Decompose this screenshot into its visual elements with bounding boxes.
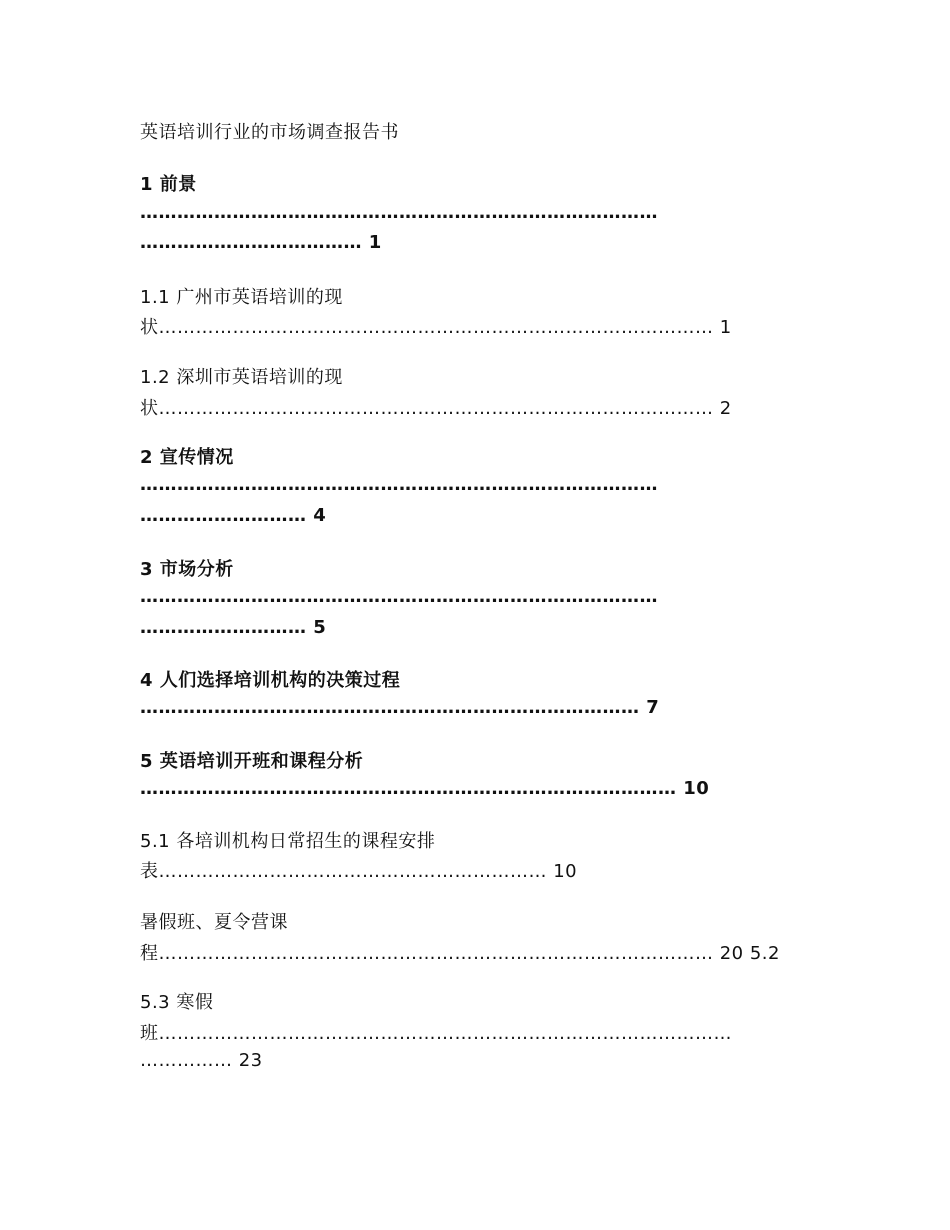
- document-title: 英语培训行业的市场调查报告书: [140, 122, 399, 143]
- toc-entry-5-heading: 5 英语培训开班和课程分析: [140, 751, 364, 772]
- toc-entry-5-page: …………………………………………………………………………… 10: [140, 778, 710, 799]
- toc-entry-4-heading: 4 人们选择培训机构的决策过程: [140, 670, 401, 691]
- toc-entry-5-1-page: 表……………………………………………………… 10: [140, 861, 578, 882]
- toc-entry-4-page: ……………………………………………………………………… 7: [140, 697, 660, 718]
- toc-entry-1-2-page: 状……………………………………………………………………………… 2: [140, 398, 732, 419]
- toc-entry-1-heading: 1 前景: [140, 174, 197, 195]
- toc-entry-5-3-page: …………… 23: [140, 1050, 263, 1071]
- toc-entry-5-2-page: 程……………………………………………………………………………… 20 5.2: [140, 943, 780, 964]
- toc-entry-5-3-heading: 5.3 寒假: [140, 992, 214, 1013]
- toc-entry-1-1-page: 状……………………………………………………………………………… 1: [140, 317, 732, 338]
- toc-entry-2-leader: …………………………………………………………………………: [140, 474, 658, 495]
- toc-entry-3-heading: 3 市场分析: [140, 559, 234, 580]
- toc-entry-3-leader: …………………………………………………………………………: [140, 586, 658, 607]
- toc-entry-1-1-heading: 1.1 广州市英语培训的现: [140, 287, 343, 308]
- toc-entry-1-leader: …………………………………………………………………………: [140, 202, 658, 223]
- toc-entry-2-heading: 2 宣传情况: [140, 447, 234, 468]
- toc-entry-1-2-heading: 1.2 深圳市英语培训的现: [140, 367, 343, 388]
- toc-entry-5-1-heading: 5.1 各培训机构日常招生的课程安排: [140, 831, 436, 852]
- toc-entry-5-3-leader: 班…………………………………………………………………………………: [140, 1023, 732, 1044]
- toc-entry-2-page: ……………………… 4: [140, 505, 327, 526]
- toc-entry-1-page: ……………………………… 1: [140, 232, 382, 253]
- toc-entry-5-2-heading: 暑假班、夏令营课: [140, 912, 288, 933]
- toc-entry-3-page: ……………………… 5: [140, 617, 327, 638]
